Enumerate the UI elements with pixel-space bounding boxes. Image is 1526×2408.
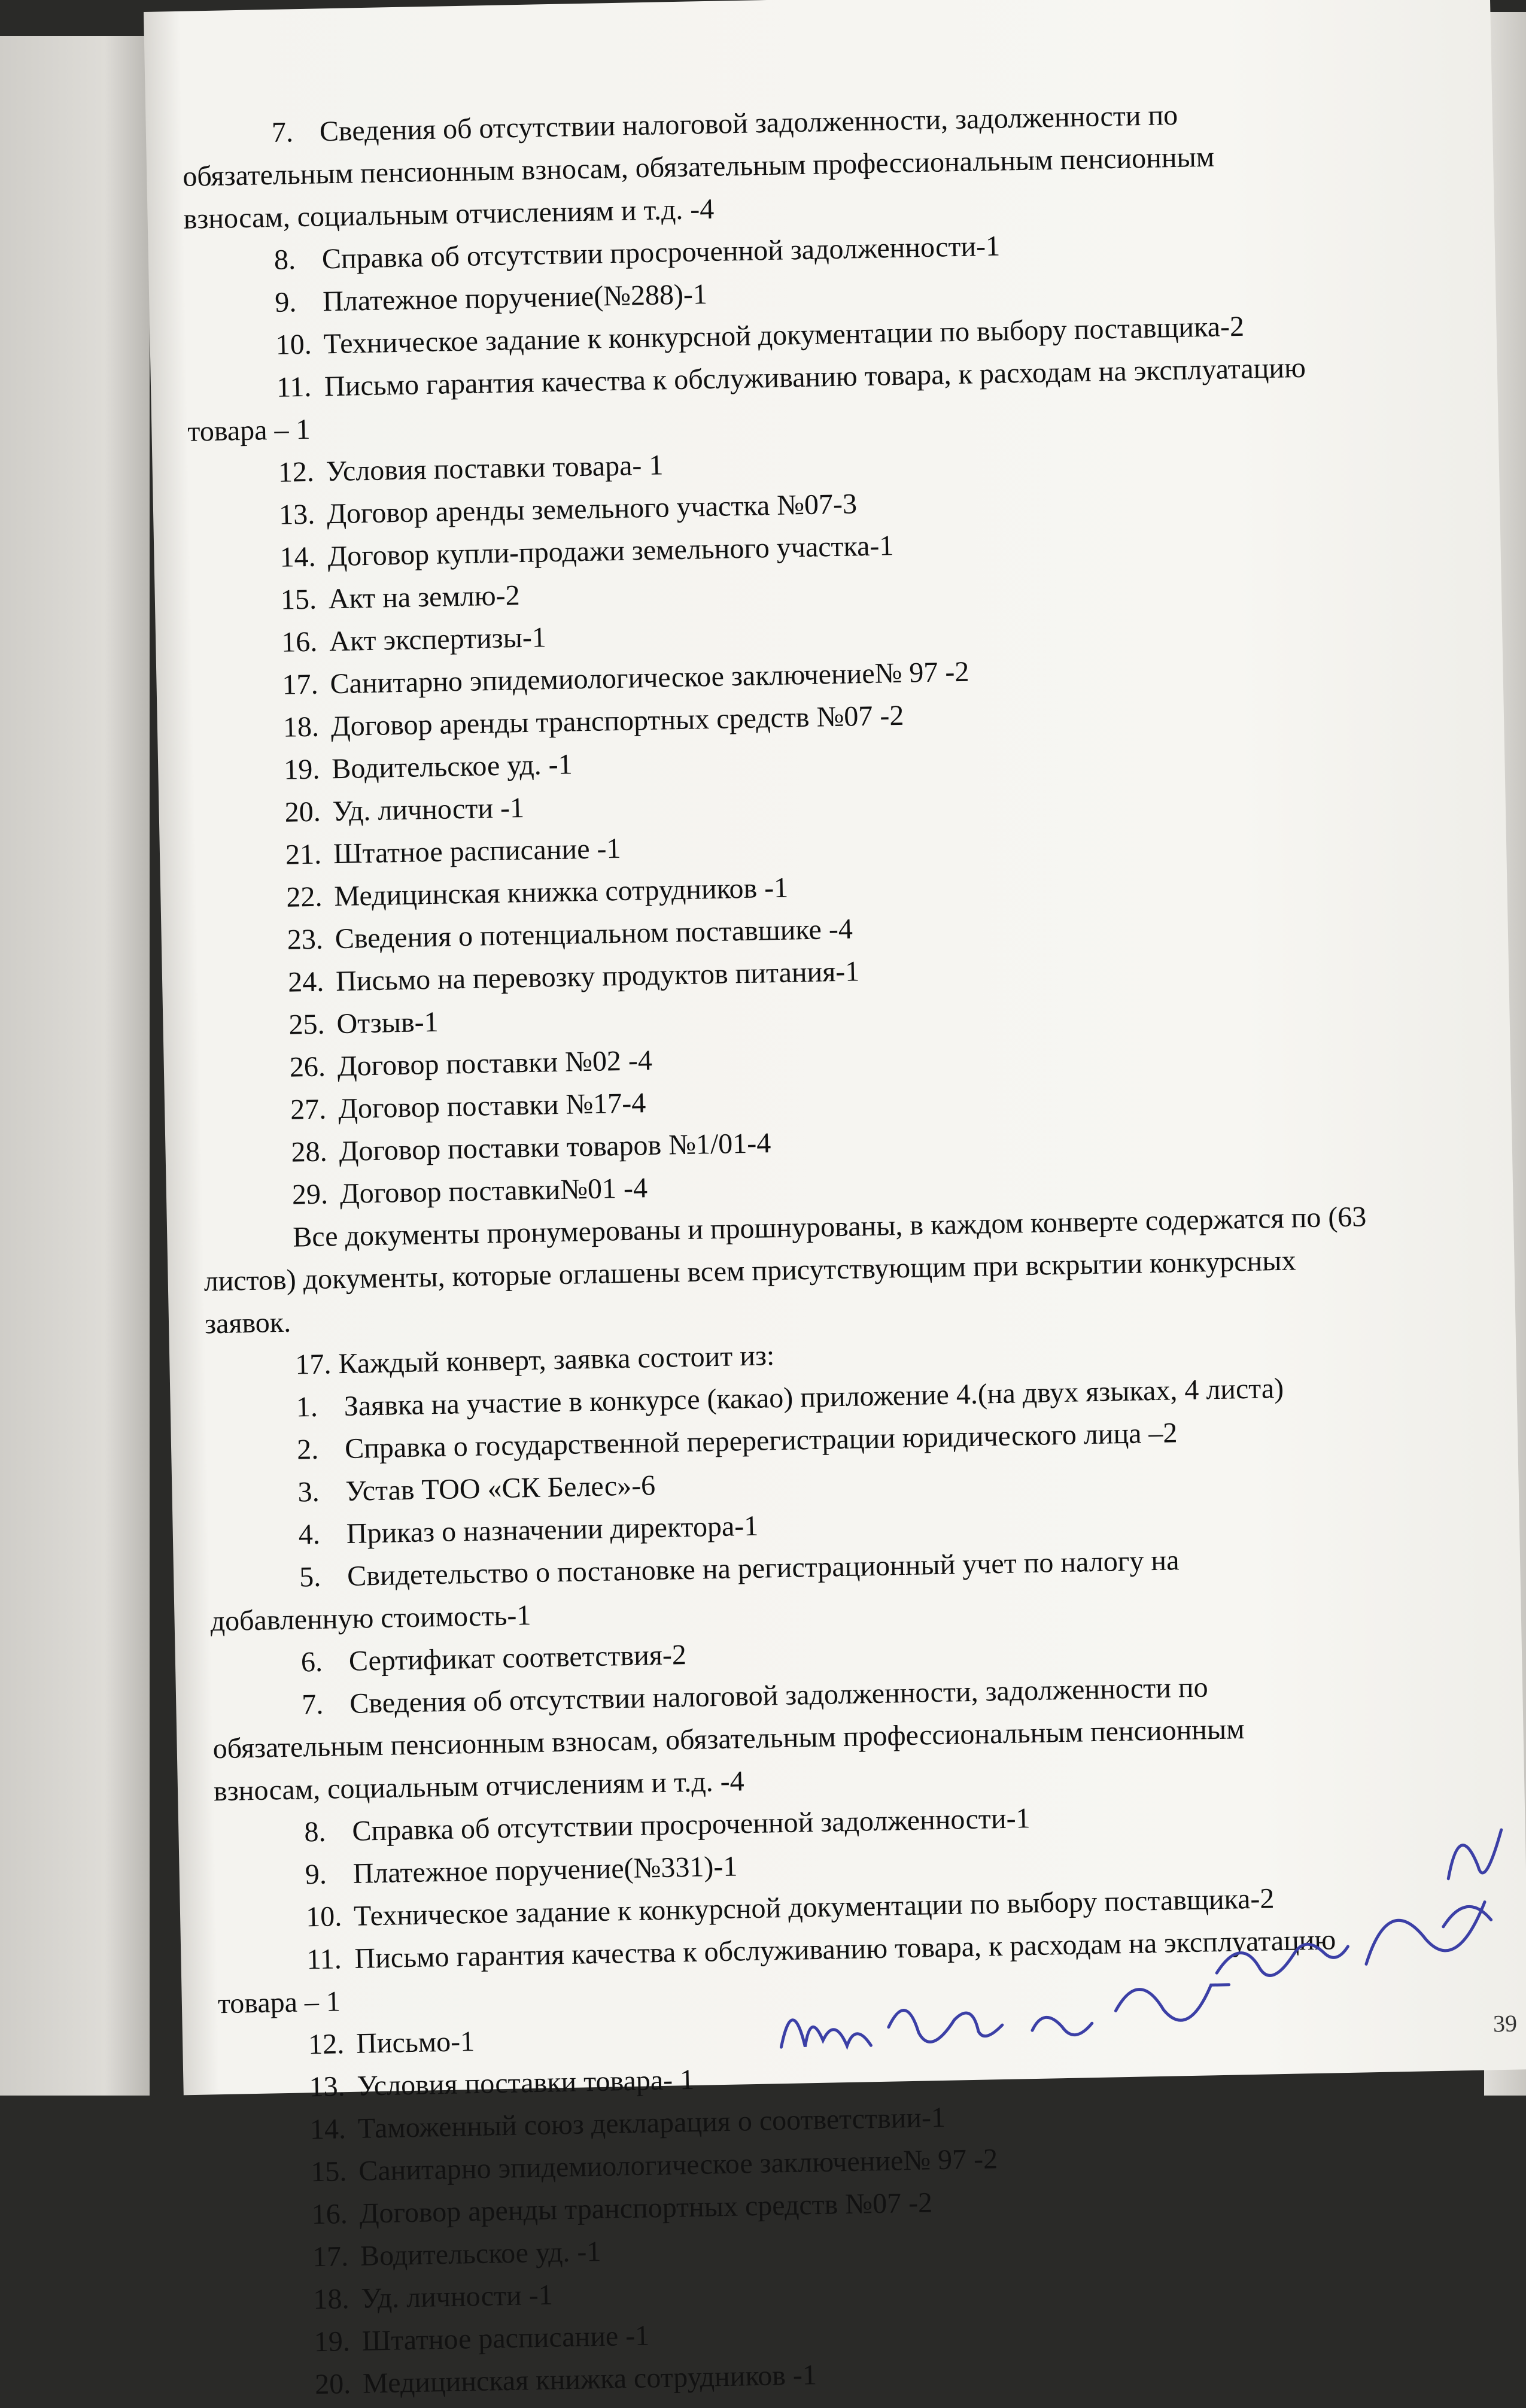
list-item: 12. Условия поставки товара- 1 — [278, 449, 664, 488]
list-item: 20. Медицинская книжка сотрудников -1 — [314, 2359, 817, 2401]
list-item: 10. Техническое задание к конкурсной документации по выбору поставщика-2 — [305, 1882, 1275, 1933]
list-item-cont: добавленную стоимость-1 — [210, 1599, 531, 1638]
list-item-cont: обязательным пенсионным взносам, обязательным профессиональным пенсионным — [212, 1713, 1245, 1765]
list-item: 11. Письмо гарантия качества к обслуживанию товара, к расходам на эксплуатацию — [306, 1924, 1336, 1976]
list-item: 13. Условия поставки товара- 1 — [309, 2063, 695, 2103]
list-item: 24. Письмо на перевозку продуктов питания-1 — [287, 955, 860, 998]
list-item: 5. Свидетельство о постановке на регистрационный учет по налогу на — [299, 1544, 1180, 1593]
list-item: 15. Акт на землю-2 — [280, 579, 521, 616]
list-item: 17. Водительское уд. -1 — [312, 2236, 601, 2273]
list-item: 9. Платежное поручение(№288)-1 — [274, 278, 708, 318]
list-item: 28. Договор поставки товаров №1/01-4 — [291, 1127, 771, 1168]
list-item: 23. Сведения о потенциальном поставшике -4 — [287, 913, 853, 956]
list-item-cont: товара – 1 — [187, 413, 311, 448]
page-number: 39 — [1492, 2009, 1518, 2037]
list-item: 1. Заявка на участие в конкурсе (какао) приложение 4.(на двух языках, 4 листа) — [296, 1372, 1284, 1423]
section-heading: 17. Каждый конверт, заявка состоит из: — [294, 1340, 775, 1381]
list-item: 17. Санитарно эпидемиологическое заключение№ 97 -2 — [282, 655, 969, 701]
document-page — [144, 0, 1526, 2401]
list-item: 19. Водительское уд. -1 — [283, 748, 573, 786]
left-page-edge — [0, 36, 150, 2096]
list-item: 19. Штатное расписание -1 — [314, 2319, 650, 2358]
summary-paragraph-cont: листов) документы, которые оглашены всем присутствующим при вскрытии конкурсных — [203, 1244, 1296, 1298]
signature-scribbles — [144, 0, 1526, 2095]
list-item: 13. Договор аренды земельного участка №07-3 — [278, 488, 858, 531]
handwritten-signatures — [144, 0, 1490, 12]
list-item: 22. Медицинская книжка сотрудников -1 — [285, 872, 789, 913]
list-item: 15. Санитарно эпидемиологическое заключение№ 97 -2 — [310, 2143, 998, 2188]
list-item: 14. Договор купли-продажи земельного участка-1 — [279, 530, 894, 573]
list-item: 18. Уд. личности -1 — [312, 2279, 554, 2316]
list-item: 12. Письмо-1 — [308, 2026, 475, 2061]
list-item: 2. Справка о государственной перерегистрации юридического лица –2 — [296, 1417, 1178, 1466]
list-item: 6. Сертификат соответствия-2 — [300, 1639, 687, 1678]
list-item-cont: обязательным пенсионным взносам, обязательным профессиональным пенсионным — [182, 141, 1215, 193]
summary-paragraph-cont: заявок. — [204, 1306, 291, 1340]
list-item-cont: взносам, социальным отчислениям и т.д. -4 — [183, 193, 715, 235]
list-item: 7. Сведения об отсутствии налоговой задолженности, задолженности по — [301, 1671, 1209, 1721]
list-item: 8. Справка об отсутствии просроченной задолженности-1 — [273, 230, 1001, 276]
list-item-cont: товара – 1 — [217, 1985, 341, 2020]
list-item: 14. Таможенный союз декларация о соответствии-1 — [309, 2101, 946, 2146]
list-item-cont: взносам, социальным отчислениям и т.д. -4 — [213, 1765, 745, 1808]
list-item: 26. Договор поставки №02 -4 — [289, 1044, 653, 1083]
list-item: 29. Договор поставки№01 -4 — [291, 1172, 648, 1211]
list-item: 11. Письмо гарантия качества к обслуживанию товара, к расходам на эксплуатацию — [276, 351, 1306, 403]
list-item: 4. Приказ о назначении директора-1 — [298, 1510, 759, 1551]
list-item: 10. Техническое задание к конкурсной документации по выбору поставщика-2 — [275, 310, 1245, 361]
list-item: 20. Уд. личности -1 — [284, 792, 525, 828]
list-item: 9. Платежное поручение(№331)-1 — [305, 1850, 738, 1891]
list-item: 3. Устав ТОО «СК Белес»-6 — [297, 1469, 656, 1508]
list-item: 21. Штатное расписание -1 — [285, 832, 621, 871]
list-item: 7. Сведения об отсутствии налоговой задолженности, задолженности по — [271, 99, 1178, 148]
list-item: 8. Справка об отсутствии просроченной задолженности-1 — [303, 1802, 1031, 1848]
list-item: 27. Договор поставки №17-4 — [290, 1087, 646, 1126]
list-item: 25. Отзыв-1 — [288, 1006, 439, 1041]
list-item: 16. Акт экспертизы-1 — [281, 621, 547, 658]
summary-paragraph: Все документы пронумерованы и прошнурованы, в каждом конверте содержатся по (63 — [292, 1201, 1367, 1253]
list-item: 16. Договор аренды транспортных средств №07 -2 — [311, 2187, 933, 2231]
list-item: 18. Договор аренды транспортных средств №07 -2 — [282, 699, 904, 743]
